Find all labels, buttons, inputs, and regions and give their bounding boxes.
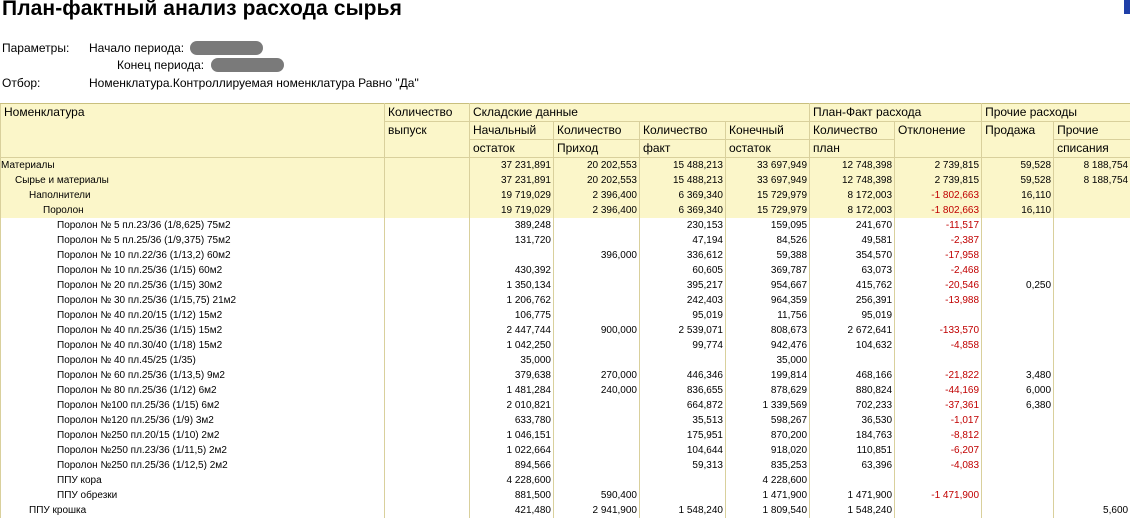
- cell-income: 396,000: [554, 248, 640, 263]
- cell-writeoff: 8 188,754: [1054, 173, 1130, 188]
- cell-name: Поролон № 5 пл.23/36 (1/8,625) 75м2: [1, 218, 385, 233]
- cell-closing: 1 809,540: [726, 503, 810, 518]
- table-row[interactable]: [1, 293, 1130, 308]
- cell-closing: 1 471,900: [726, 488, 810, 503]
- cell-deviation: -8,812: [895, 428, 982, 443]
- cell-deviation: -1 471,900: [895, 488, 982, 503]
- cell-fact: 230,153: [640, 218, 726, 233]
- cell-name: Поролон № 5 пл.25/36 (1/9,375) 75м2: [1, 233, 385, 248]
- cell-closing: 1 339,569: [726, 398, 810, 413]
- cell-name: Поролон №120 пл.25/36 (1/9) 3м2: [1, 413, 385, 428]
- cell-writeoff: 5,600: [1054, 503, 1130, 518]
- cell-deviation: -4,858: [895, 338, 982, 353]
- cell-writeoff: [1054, 323, 1130, 338]
- cell-output: [385, 398, 470, 413]
- cell-writeoff: [1054, 443, 1130, 458]
- cell-deviation: [895, 503, 982, 518]
- cell-sale: [982, 428, 1054, 443]
- cell-opening: 633,780: [470, 413, 554, 428]
- cell-opening: 37 231,891: [470, 173, 554, 188]
- cell-deviation: -6,207: [895, 443, 982, 458]
- header-row-1: [1, 104, 1130, 122]
- header-plan: Количество: [810, 122, 895, 140]
- table-row[interactable]: [1, 383, 1130, 398]
- cell-output: [385, 383, 470, 398]
- cell-plan: 702,233: [810, 398, 895, 413]
- header-warehouse: Складские данные: [470, 104, 810, 122]
- cell-plan: 63,396: [810, 458, 895, 473]
- table-row[interactable]: [1, 473, 1130, 488]
- cell-output: [385, 443, 470, 458]
- cell-opening: 1 350,134: [470, 278, 554, 293]
- cell-output: [385, 308, 470, 323]
- cell-sale: 3,480: [982, 368, 1054, 383]
- cell-income: [554, 473, 640, 488]
- cell-closing: 942,476: [726, 338, 810, 353]
- cell-closing: 11,756: [726, 308, 810, 323]
- cell-fact: 60,605: [640, 263, 726, 278]
- cell-deviation: -44,169: [895, 383, 982, 398]
- table-row[interactable]: [1, 368, 1130, 383]
- table-row[interactable]: [1, 278, 1130, 293]
- cell-writeoff: [1054, 248, 1130, 263]
- cell-output: [385, 203, 470, 218]
- cell-writeoff: [1054, 188, 1130, 203]
- cell-income: [554, 293, 640, 308]
- cell-writeoff: [1054, 218, 1130, 233]
- cell-writeoff: [1054, 488, 1130, 503]
- cell-name: Наполнители: [1, 188, 385, 203]
- cell-output: [385, 158, 470, 174]
- filter-value: Номенклатура.Контроллируемая номенклатура Равно "Да": [89, 76, 419, 90]
- cell-closing: 159,095: [726, 218, 810, 233]
- cell-writeoff: [1054, 278, 1130, 293]
- cell-opening: 19 719,029: [470, 188, 554, 203]
- cell-deviation: -1 802,663: [895, 188, 982, 203]
- cell-plan: 110,851: [810, 443, 895, 458]
- cell-name: Поролон № 30 пл.25/36 (1/15,75) 21м2: [1, 293, 385, 308]
- header-writeoff-2: списания: [1054, 140, 1130, 158]
- cell-opening: 4 228,600: [470, 473, 554, 488]
- table-row[interactable]: [1, 413, 1130, 428]
- cell-plan: 241,670: [810, 218, 895, 233]
- cell-writeoff: [1054, 398, 1130, 413]
- cell-output: [385, 218, 470, 233]
- cell-fact: 175,951: [640, 428, 726, 443]
- cell-plan: 8 172,003: [810, 203, 895, 218]
- params-label: Параметры:: [2, 41, 69, 55]
- cell-closing: 199,814: [726, 368, 810, 383]
- cell-deviation: -11,517: [895, 218, 982, 233]
- cell-plan: 63,073: [810, 263, 895, 278]
- cell-closing: 35,000: [726, 353, 810, 368]
- cell-fact: [640, 473, 726, 488]
- cell-deviation: [895, 353, 982, 368]
- cell-opening: 894,566: [470, 458, 554, 473]
- cell-fact: [640, 353, 726, 368]
- cell-fact: 35,513: [640, 413, 726, 428]
- cell-name: Поролон №250 пл.20/15 (1/10) 2м2: [1, 428, 385, 443]
- cell-writeoff: [1054, 293, 1130, 308]
- cell-deviation: -13,988: [895, 293, 982, 308]
- cell-plan: 104,632: [810, 338, 895, 353]
- cell-closing: 59,388: [726, 248, 810, 263]
- cell-income: [554, 398, 640, 413]
- cell-plan: [810, 473, 895, 488]
- header-writeoff: Прочие: [1054, 122, 1130, 140]
- cell-income: [554, 233, 640, 248]
- cell-sale: 59,528: [982, 158, 1054, 174]
- cell-opening: 1 046,151: [470, 428, 554, 443]
- header-output-qty-2: выпуск: [385, 122, 470, 158]
- cell-sale: [982, 308, 1054, 323]
- cell-closing: 835,253: [726, 458, 810, 473]
- table-row[interactable]: [1, 353, 1130, 368]
- cell-writeoff: [1054, 203, 1130, 218]
- cell-deviation: -1 802,663: [895, 203, 982, 218]
- cell-fact: 6 369,340: [640, 203, 726, 218]
- header-income-2: Приход: [554, 140, 640, 158]
- cell-output: [385, 263, 470, 278]
- group-row[interactable]: [1, 203, 1130, 218]
- cell-writeoff: [1054, 428, 1130, 443]
- cell-name: Поролон №250 пл.25/36 (1/12,5) 2м2: [1, 458, 385, 473]
- cell-sale: [982, 218, 1054, 233]
- cell-deviation: -133,570: [895, 323, 982, 338]
- table-row[interactable]: [1, 428, 1130, 443]
- cell-name: Поролон № 20 пл.25/36 (1/15) 30м2: [1, 278, 385, 293]
- cell-opening: 37 231,891: [470, 158, 554, 174]
- filter-label: Отбор:: [2, 76, 40, 90]
- cell-writeoff: [1054, 263, 1130, 278]
- cell-closing: 15 729,979: [726, 188, 810, 203]
- cell-fact: 836,655: [640, 383, 726, 398]
- header-closing-2: остаток: [726, 140, 810, 158]
- cell-fact: 15 488,213: [640, 158, 726, 174]
- header-opening: Начальный: [470, 122, 554, 140]
- cell-writeoff: [1054, 368, 1130, 383]
- header-output-qty: Количество: [385, 104, 470, 122]
- cell-fact: 446,346: [640, 368, 726, 383]
- header-fact-2: факт: [640, 140, 726, 158]
- cell-opening: 1 206,762: [470, 293, 554, 308]
- period-start-redacted: [190, 41, 263, 55]
- cell-sale: 0,250: [982, 278, 1054, 293]
- cell-sale: [982, 248, 1054, 263]
- cell-name: Поролон № 80 пл.25/36 (1/12) 6м2: [1, 383, 385, 398]
- cell-plan: 1 548,240: [810, 503, 895, 518]
- cell-plan: 2 672,641: [810, 323, 895, 338]
- cell-name: Поролон № 60 пл.25/36 (1/13,5) 9м2: [1, 368, 385, 383]
- cell-plan: 468,166: [810, 368, 895, 383]
- header-plan-fact: План-Факт расхода: [810, 104, 982, 122]
- table-row[interactable]: [1, 338, 1130, 353]
- cell-plan: 8 172,003: [810, 188, 895, 203]
- cell-closing: 878,629: [726, 383, 810, 398]
- cell-plan: 880,824: [810, 383, 895, 398]
- cell-income: 590,400: [554, 488, 640, 503]
- cell-income: 240,000: [554, 383, 640, 398]
- cell-closing: 15 729,979: [726, 203, 810, 218]
- cell-opening: 430,392: [470, 263, 554, 278]
- period-end-redacted: [211, 58, 284, 72]
- cell-plan: 256,391: [810, 293, 895, 308]
- cell-income: [554, 353, 640, 368]
- cell-fact: 6 369,340: [640, 188, 726, 203]
- cell-name: ППУ обрезки: [1, 488, 385, 503]
- cell-opening: 19 719,029: [470, 203, 554, 218]
- cell-output: [385, 458, 470, 473]
- cell-closing: 954,667: [726, 278, 810, 293]
- cell-writeoff: [1054, 458, 1130, 473]
- cell-income: [554, 443, 640, 458]
- cell-plan: 12 748,398: [810, 158, 895, 174]
- cell-opening: 2 447,744: [470, 323, 554, 338]
- cell-closing: 870,200: [726, 428, 810, 443]
- cell-output: [385, 233, 470, 248]
- cell-fact: 1 548,240: [640, 503, 726, 518]
- cell-deviation: [895, 308, 982, 323]
- group-row[interactable]: [1, 188, 1130, 203]
- cell-deviation: -2,387: [895, 233, 982, 248]
- cell-income: [554, 338, 640, 353]
- cell-writeoff: 8 188,754: [1054, 158, 1130, 174]
- header-fact: Количество: [640, 122, 726, 140]
- header-nomenclature: Номенклатура: [1, 104, 385, 158]
- period-start-label: Начало периода:: [89, 41, 184, 55]
- cell-fact: 99,774: [640, 338, 726, 353]
- cell-fact: 59,313: [640, 458, 726, 473]
- cell-income: [554, 218, 640, 233]
- table-row[interactable]: [1, 323, 1130, 338]
- cell-writeoff: [1054, 353, 1130, 368]
- cell-fact: [640, 488, 726, 503]
- cell-sale: [982, 458, 1054, 473]
- cell-plan: 184,763: [810, 428, 895, 443]
- cell-sale: [982, 488, 1054, 503]
- cell-deviation: -4,083: [895, 458, 982, 473]
- cell-income: 270,000: [554, 368, 640, 383]
- cell-output: [385, 413, 470, 428]
- cell-fact: 104,644: [640, 443, 726, 458]
- window-scroll-edge: [1124, 0, 1130, 14]
- group-row[interactable]: [1, 173, 1130, 188]
- cell-plan: 1 471,900: [810, 488, 895, 503]
- cell-output: [385, 338, 470, 353]
- header-plan-2: план: [810, 140, 895, 158]
- cell-income: [554, 413, 640, 428]
- table-row[interactable]: [1, 248, 1130, 263]
- cell-fact: 15 488,213: [640, 173, 726, 188]
- cell-opening: 106,775: [470, 308, 554, 323]
- cell-plan: 36,530: [810, 413, 895, 428]
- cell-closing: 808,673: [726, 323, 810, 338]
- cell-fact: 664,872: [640, 398, 726, 413]
- period-end-label: Конец периода:: [117, 58, 204, 72]
- cell-name: Поролон № 40 пл.30/40 (1/18) 15м2: [1, 338, 385, 353]
- table-row[interactable]: [1, 458, 1130, 473]
- cell-opening: 379,638: [470, 368, 554, 383]
- cell-sale: 16,110: [982, 188, 1054, 203]
- cell-income: [554, 278, 640, 293]
- cell-sale: 6,000: [982, 383, 1054, 398]
- cell-fact: 95,019: [640, 308, 726, 323]
- cell-name: ППУ кора: [1, 473, 385, 488]
- cell-income: 20 202,553: [554, 158, 640, 174]
- cell-income: 2 941,900: [554, 503, 640, 518]
- cell-opening: 389,248: [470, 218, 554, 233]
- cell-plan: 49,581: [810, 233, 895, 248]
- cell-name: Поролон № 10 пл.22/36 (1/13,2) 60м2: [1, 248, 385, 263]
- report-title: План-фактный анализ расхода сырья: [2, 0, 402, 21]
- cell-opening: 2 010,821: [470, 398, 554, 413]
- table-row[interactable]: [1, 263, 1130, 278]
- cell-plan: 415,762: [810, 278, 895, 293]
- cell-writeoff: [1054, 233, 1130, 248]
- cell-name: Сырье и материалы: [1, 173, 385, 188]
- cell-output: [385, 428, 470, 443]
- cell-opening: [470, 248, 554, 263]
- cell-income: [554, 263, 640, 278]
- group-row[interactable]: [1, 158, 1130, 174]
- cell-opening: 1 481,284: [470, 383, 554, 398]
- cell-name: Поролон: [1, 203, 385, 218]
- cell-closing: 918,020: [726, 443, 810, 458]
- cell-sale: [982, 353, 1054, 368]
- cell-fact: 395,217: [640, 278, 726, 293]
- cell-sale: [982, 338, 1054, 353]
- header-income: Количество: [554, 122, 640, 140]
- table-row[interactable]: [1, 443, 1130, 458]
- table-row[interactable]: [1, 233, 1130, 248]
- cell-plan: 354,570: [810, 248, 895, 263]
- cell-deviation: -2,468: [895, 263, 982, 278]
- cell-plan: 12 748,398: [810, 173, 895, 188]
- cell-output: [385, 188, 470, 203]
- cell-writeoff: [1054, 413, 1130, 428]
- cell-name: Поролон № 40 пл.25/36 (1/15) 15м2: [1, 323, 385, 338]
- cell-output: [385, 173, 470, 188]
- cell-plan: 95,019: [810, 308, 895, 323]
- cell-sale: 59,528: [982, 173, 1054, 188]
- cell-output: [385, 293, 470, 308]
- header-other: Прочие расходы: [982, 104, 1130, 122]
- cell-name: ППУ крошка: [1, 503, 385, 518]
- cell-writeoff: [1054, 473, 1130, 488]
- cell-name: Поролон № 10 пл.25/36 (1/15) 60м2: [1, 263, 385, 278]
- cell-plan: [810, 353, 895, 368]
- cell-output: [385, 353, 470, 368]
- cell-income: [554, 458, 640, 473]
- report-table: [0, 103, 1130, 518]
- cell-writeoff: [1054, 383, 1130, 398]
- table-row[interactable]: [1, 308, 1130, 323]
- cell-deviation: -1,017: [895, 413, 982, 428]
- cell-fact: 242,403: [640, 293, 726, 308]
- cell-sale: [982, 443, 1054, 458]
- cell-income: 2 396,400: [554, 188, 640, 203]
- cell-closing: 369,787: [726, 263, 810, 278]
- header-sale: Продажа: [982, 122, 1054, 158]
- cell-deviation: -21,822: [895, 368, 982, 383]
- cell-opening: 1 042,250: [470, 338, 554, 353]
- cell-sale: [982, 503, 1054, 518]
- header-deviation: Отклонение: [895, 122, 982, 158]
- cell-closing: 598,267: [726, 413, 810, 428]
- table-row[interactable]: [1, 503, 1130, 518]
- cell-output: [385, 323, 470, 338]
- cell-deviation: 2 739,815: [895, 173, 982, 188]
- cell-deviation: 2 739,815: [895, 158, 982, 174]
- cell-sale: [982, 263, 1054, 278]
- cell-closing: 84,526: [726, 233, 810, 248]
- table-row[interactable]: [1, 218, 1130, 233]
- cell-opening: 881,500: [470, 488, 554, 503]
- table-row[interactable]: [1, 398, 1130, 413]
- cell-closing: 4 228,600: [726, 473, 810, 488]
- cell-sale: [982, 323, 1054, 338]
- cell-name: Материалы: [1, 158, 385, 174]
- header-closing: Конечный: [726, 122, 810, 140]
- cell-income: 20 202,553: [554, 173, 640, 188]
- cell-name: Поролон № 40 пл.45/25 (1/35): [1, 353, 385, 368]
- cell-opening: 131,720: [470, 233, 554, 248]
- cell-opening: 35,000: [470, 353, 554, 368]
- cell-opening: 1 022,664: [470, 443, 554, 458]
- cell-writeoff: [1054, 338, 1130, 353]
- cell-deviation: -37,361: [895, 398, 982, 413]
- cell-deviation: [895, 473, 982, 488]
- cell-output: [385, 503, 470, 518]
- cell-name: Поролон № 40 пл.20/15 (1/12) 15м2: [1, 308, 385, 323]
- cell-fact: 2 539,071: [640, 323, 726, 338]
- cell-sale: 16,110: [982, 203, 1054, 218]
- cell-name: Поролон №250 пл.23/36 (1/11,5) 2м2: [1, 443, 385, 458]
- cell-fact: 47,194: [640, 233, 726, 248]
- cell-sale: [982, 233, 1054, 248]
- cell-income: [554, 308, 640, 323]
- cell-writeoff: [1054, 308, 1130, 323]
- cell-fact: 336,612: [640, 248, 726, 263]
- cell-sale: [982, 473, 1054, 488]
- cell-output: [385, 278, 470, 293]
- table-row[interactable]: [1, 488, 1130, 503]
- cell-sale: [982, 413, 1054, 428]
- cell-output: [385, 368, 470, 383]
- cell-deviation: -17,958: [895, 248, 982, 263]
- cell-income: 900,000: [554, 323, 640, 338]
- cell-name: Поролон №100 пл.25/36 (1/15) 6м2: [1, 398, 385, 413]
- header-opening-2: остаток: [470, 140, 554, 158]
- cell-output: [385, 488, 470, 503]
- cell-closing: 33 697,949: [726, 158, 810, 174]
- cell-opening: 421,480: [470, 503, 554, 518]
- cell-closing: 33 697,949: [726, 173, 810, 188]
- cell-income: [554, 428, 640, 443]
- cell-output: [385, 248, 470, 263]
- cell-deviation: -20,546: [895, 278, 982, 293]
- cell-sale: [982, 293, 1054, 308]
- cell-closing: 964,359: [726, 293, 810, 308]
- cell-sale: 6,380: [982, 398, 1054, 413]
- cell-income: 2 396,400: [554, 203, 640, 218]
- cell-output: [385, 473, 470, 488]
